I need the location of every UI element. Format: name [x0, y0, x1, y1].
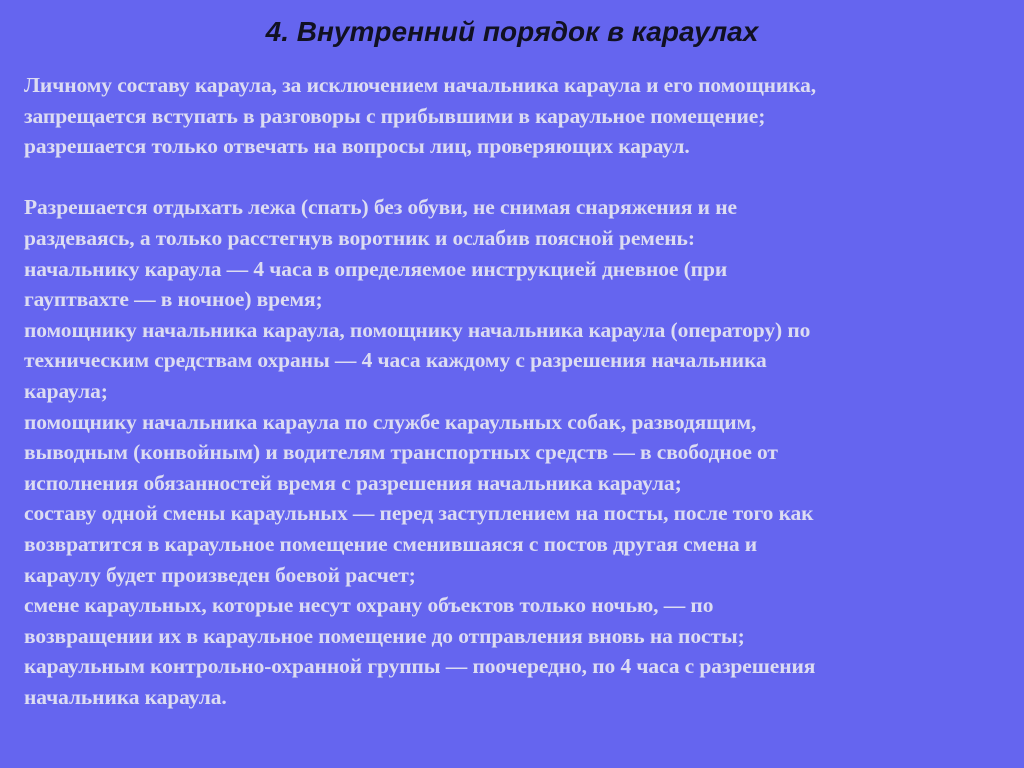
text-line: запрещается вступать в разговоры с прибывшими в караульное помещение; — [24, 103, 766, 128]
text-line: возвратится в караульное помещение сменившаяся с постов другая смена и — [24, 531, 758, 556]
text-line: начальника караула. — [24, 684, 227, 709]
text-line: возвращении их в караульное помещение до отправления вновь на посты; — [24, 623, 745, 648]
text-line: Разрешается отдыхать лежа (спать) без обуви, не снимая снаряжения и не — [24, 195, 737, 220]
text-line: помощнику начальника караула по службе караульных собак, разводящим, — [24, 409, 757, 434]
text-line: помощнику начальника караула, помощнику начальника караула (оператору) по — [24, 317, 811, 342]
paragraph-restrictions — [24, 70, 1004, 162]
text-line: начальнику караула — 4 часа в определяемое инструкцией дневное (при — [24, 256, 728, 281]
text-line: техническим средствам охраны — 4 часа каждому с разрешения начальника — [24, 348, 767, 373]
text-line: Личному составу караула, за исключением начальника караула и его помощника, — [24, 73, 817, 97]
paragraph-spacer — [24, 162, 1004, 193]
text-line: раздеваясь, а только расстегнув воротник и ослабив поясной ремень: — [24, 225, 695, 250]
text-line: гауптвахте — в ночное) время; — [24, 287, 323, 312]
slide-body — [24, 70, 1004, 712]
text-line: выводным (конвойным) и водителям транспортных средств — в свободное от — [24, 440, 778, 465]
text-line: составу одной смены караульных — перед заступлением на посты, после того как — [24, 501, 814, 526]
text-line: исполнения обязанностей время с разрешения начальника караула; — [24, 470, 682, 495]
text-line: разрешается только отвечать на вопросы лиц, проверяющих караул. — [24, 134, 690, 159]
text-line: смене караульных, которые несут охрану объектов только ночью, — по — [24, 593, 714, 618]
text-line: караульным контрольно-охранной группы — поочередно, по 4 часа с разрешения — [24, 654, 816, 679]
paragraph-rest-rules — [24, 192, 1004, 712]
text-line: караулу будет произведен боевой расчет; — [24, 562, 416, 587]
slide-title: 4. Внутренний порядок в караулах — [265, 16, 759, 47]
text-line: караула; — [24, 378, 108, 403]
